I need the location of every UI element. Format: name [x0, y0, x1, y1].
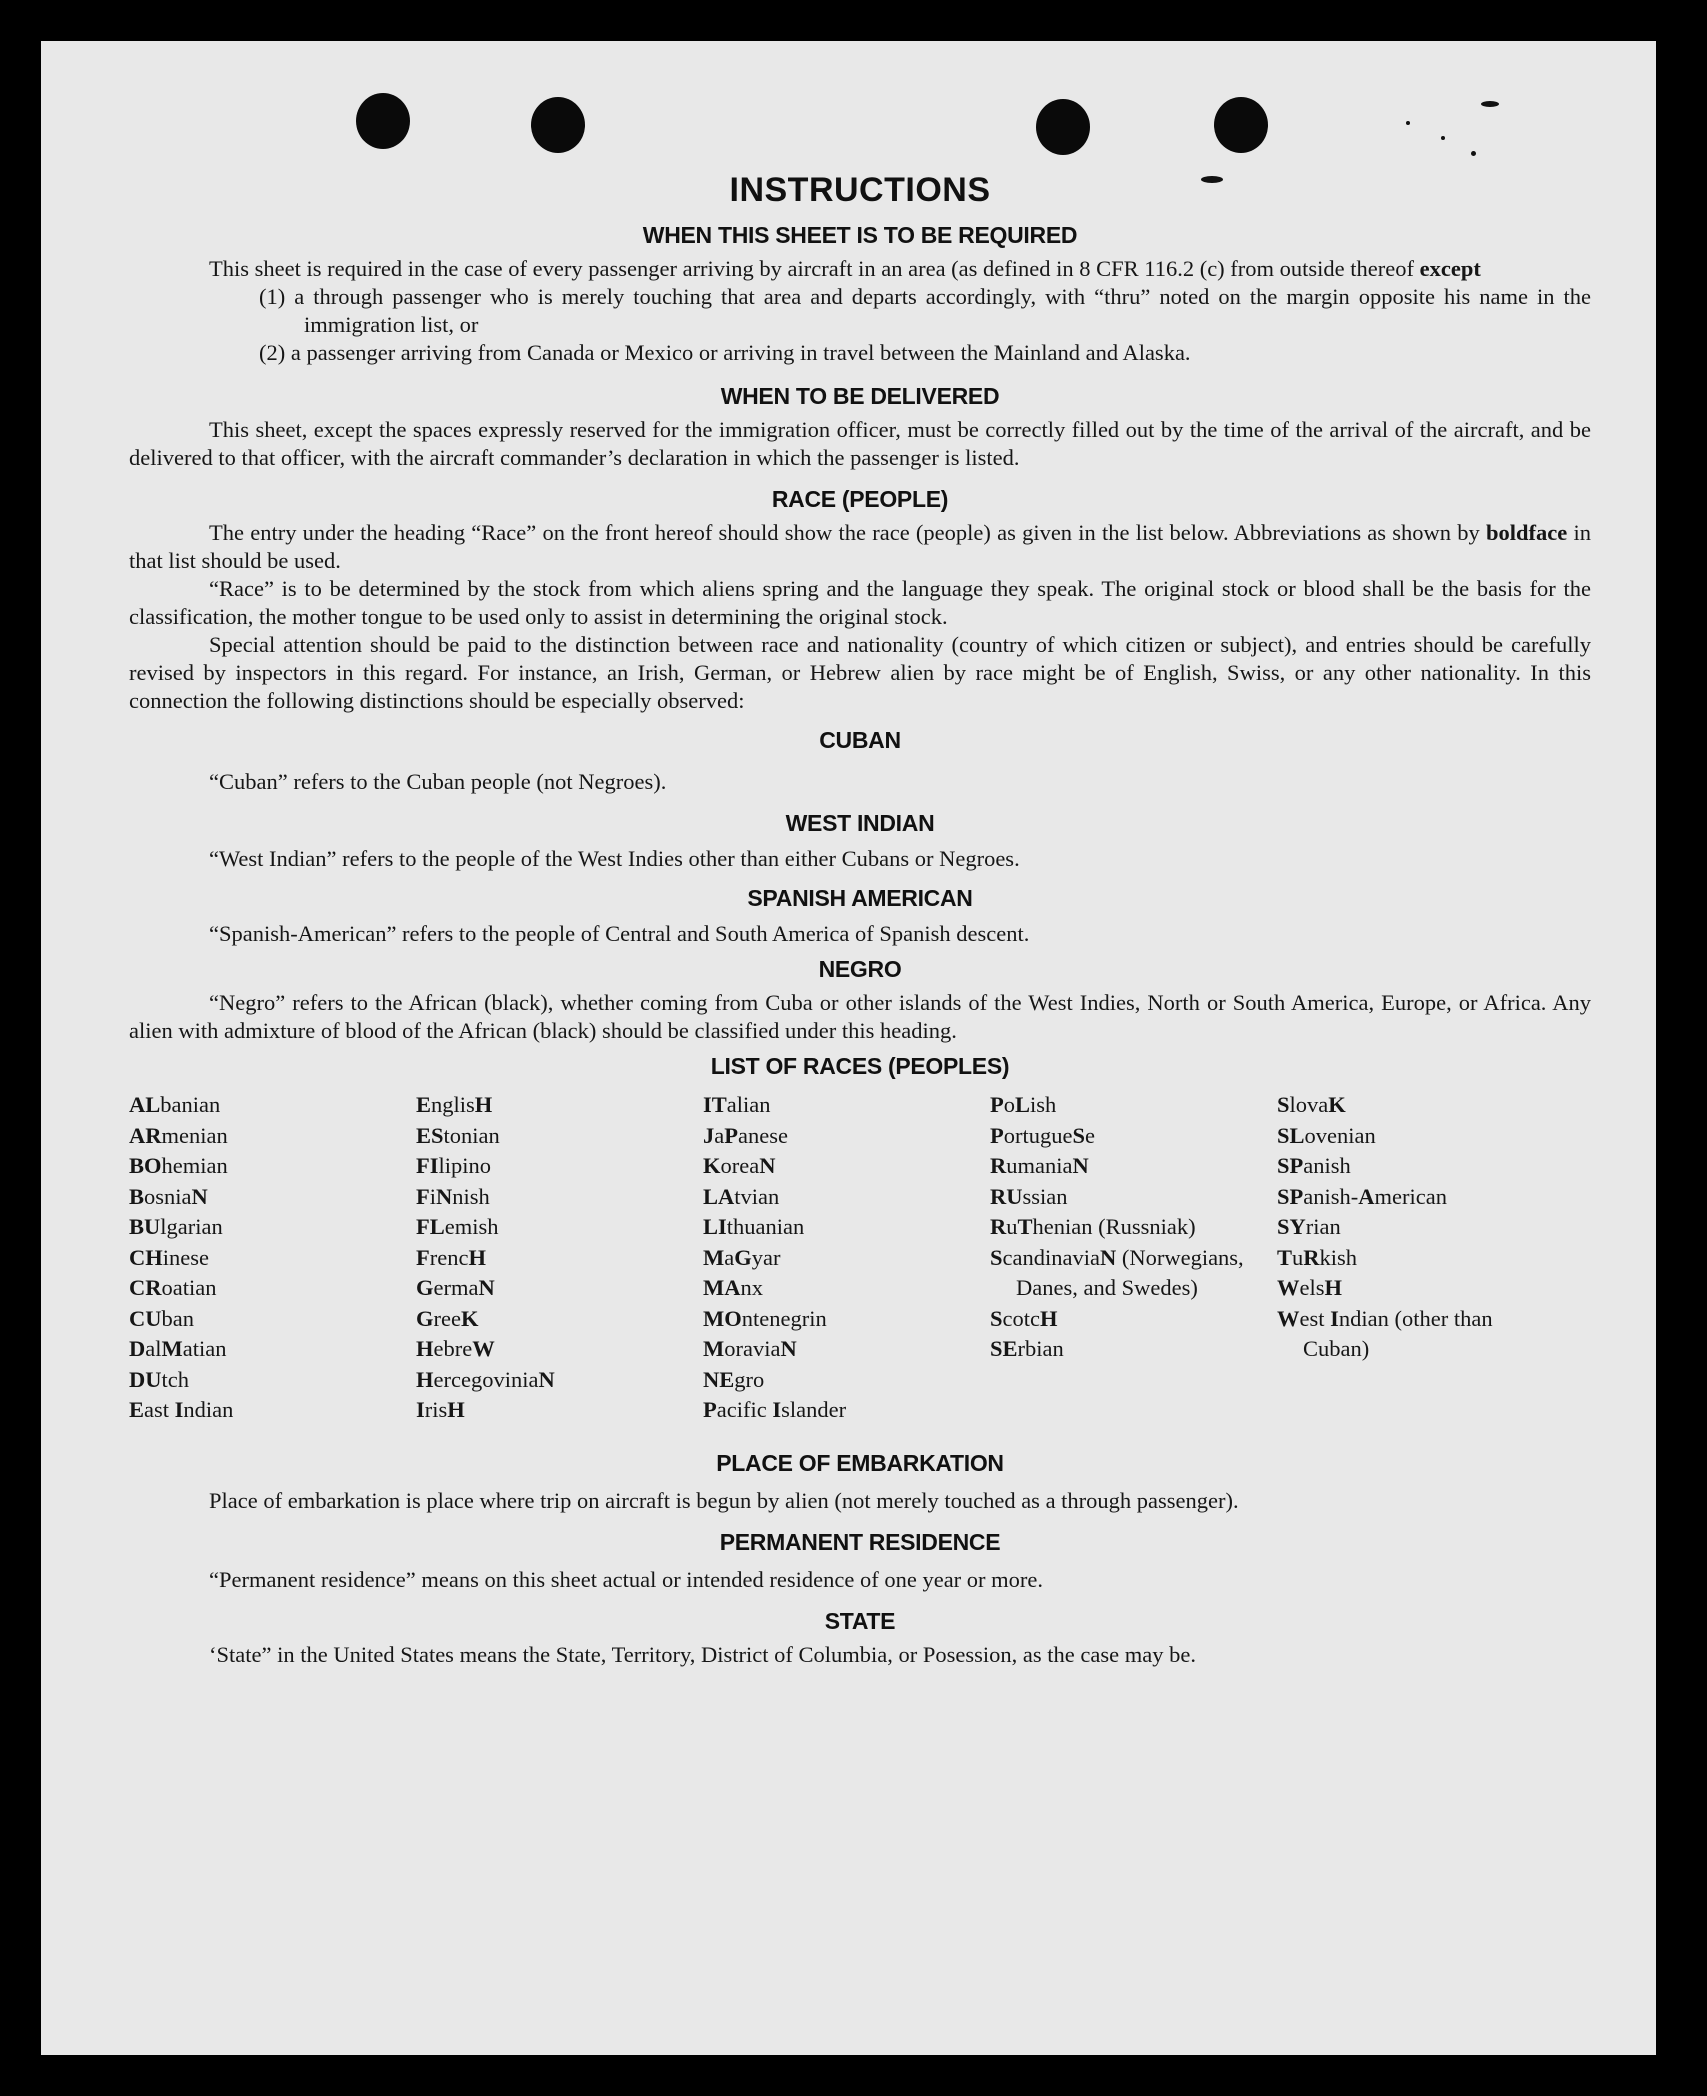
- race-entry: MaGyar: [703, 1244, 781, 1270]
- paragraph: “Spanish-American” refers to the people of Central and South America of Spanish descent.: [209, 921, 1030, 946]
- section-heading-negro: NEGRO: [818, 956, 902, 982]
- section-heading-race: RACE (PEOPLE): [771, 486, 949, 512]
- race-entry: BosniaN: [129, 1183, 208, 1209]
- section-heading-west-indian: WEST INDIAN: [785, 810, 935, 836]
- race-entry: RuThenian (Russniak): [990, 1214, 1196, 1239]
- race-entry: CHinese: [129, 1244, 209, 1270]
- paragraph: Special attention should be paid to the distinction between race and nationality (country of which citizen or subject), and entries should be carefully revised by inspectors in this regard. For instance, an Irish, German, or Hebrew alien by race might be of English, Swiss, or any other nationality. In this connection the following distinctions should be especially observed:: [129, 632, 1591, 713]
- paragraph: “West Indian” refers to the people of the West Indies other than either Cubans or Negroes.: [209, 846, 1020, 871]
- section-heading-cuban: CUBAN: [819, 727, 901, 753]
- paragraph: This sheet, except the spaces expressly reserved for the immigration officer, must be correctly filled out by the time of the arrival of the aircraft, and be delivered to that officer, with the aircraft commander’s declaration in which the passenger is listed.: [129, 417, 1591, 470]
- section-heading-embarkation: PLACE OF EMBARKATION: [716, 1449, 1004, 1476]
- instructions-content: [129, 171, 1591, 1669]
- ink-speck: [1471, 151, 1476, 156]
- races-column: [416, 1090, 703, 1426]
- section-heading-when-required: WHEN THIS SHEET IS TO BE REQUIRED: [642, 222, 1078, 248]
- paragraph: “Negro” refers to the African (black), whether coming from Cuba or other islands of the West Indies, North or South America, Europe, or Africa. Any alien with admixture of blood of the African (black) should be classified under this heading.: [129, 990, 1591, 1043]
- race-entry: SPanish-American: [1277, 1183, 1447, 1209]
- paragraph: ‘State” in the United States means the State, Territory, District of Columbia, or Posession, as the case may be.: [209, 1641, 1196, 1667]
- race-entry: ALbanian: [129, 1092, 221, 1117]
- races-column: [129, 1090, 416, 1426]
- race-entry: KoreaN: [703, 1153, 776, 1178]
- race-entry: HercegoviniaN: [416, 1366, 555, 1392]
- race-entry: WelsH: [1277, 1275, 1343, 1300]
- race-entry: TuRkish: [1277, 1244, 1358, 1270]
- race-entry: SPanish: [1277, 1153, 1351, 1178]
- race-entry: PortugueSe: [990, 1122, 1095, 1148]
- race-entry: PoLish: [990, 1092, 1057, 1117]
- race-entry: DalMatian: [129, 1336, 227, 1361]
- race-entry: SErbian: [990, 1336, 1064, 1361]
- race-entry: GermaN: [416, 1275, 495, 1300]
- race-entry: FIlipino: [416, 1153, 492, 1178]
- section-heading-residence: PERMANENT RESIDENCE: [719, 1528, 1001, 1555]
- race-entry: EStonian: [416, 1122, 500, 1148]
- race-entry: East Indian: [129, 1397, 234, 1422]
- punch-hole: [531, 97, 585, 153]
- page-title: INSTRUCTIONS: [729, 171, 991, 209]
- list-item: (2) a passenger arriving from Canada or Mexico or arriving in travel between the Mainland and Alaska.: [259, 340, 1191, 365]
- race-entry: MOntenegrin: [703, 1305, 827, 1331]
- race-entry: BOhemian: [129, 1153, 228, 1178]
- race-entry: HebreW: [416, 1336, 495, 1361]
- list-item: (1) a through passenger who is merely touching that area and departs accordingly, with “thru” noted on the margin opposite his name in the immigration list, or: [259, 284, 1591, 337]
- ink-speck: [1406, 121, 1410, 125]
- race-entry: SlovaK: [1277, 1092, 1346, 1117]
- document-page: [41, 41, 1656, 2055]
- race-entry: ScotcH: [990, 1305, 1058, 1331]
- race-entry: DUtch: [129, 1366, 189, 1392]
- race-entry: NEgro: [703, 1366, 765, 1392]
- paragraph: The entry under the heading “Race” on the front hereof should show the race (people) as given in the list below. Abbreviations as shown by boldface in that list should be used.: [129, 520, 1591, 573]
- race-entry: RUssian: [990, 1183, 1068, 1209]
- punch-hole: [1214, 97, 1268, 153]
- race-entry: RumaniaN: [990, 1153, 1089, 1178]
- race-entry: LAtvian: [703, 1183, 780, 1209]
- paragraph: “Permanent residence” means on this sheet actual or intended residence of one year or more.: [209, 1566, 1044, 1592]
- race-entry: JaPanese: [703, 1122, 788, 1148]
- race-entry: CUban: [129, 1305, 194, 1331]
- race-entry: SYrian: [1277, 1214, 1341, 1239]
- races-column: [990, 1090, 1277, 1426]
- section-heading-state: STATE: [824, 1607, 896, 1634]
- race-entry: FiNnish: [416, 1183, 490, 1209]
- section-heading-when-delivered: WHEN TO BE DELIVERED: [720, 383, 1000, 409]
- paragraph: Place of embarkation is place where trip on aircraft is begun by alien (not merely touched as a through passenger).: [209, 1487, 1239, 1513]
- ink-speck: [1441, 136, 1445, 140]
- race-entry: MoraviaN: [703, 1336, 797, 1361]
- races-column: [1277, 1090, 1564, 1426]
- paragraph: “Race” is to be determined by the stock from which aliens spring and the language they speak. The original stock or blood shall be the basis for the classification, the mother tongue to be used only to assist in determining the original stock.: [129, 576, 1591, 629]
- punch-hole: [356, 93, 410, 149]
- punch-hole: [1036, 99, 1090, 155]
- race-entry: SLovenian: [1277, 1122, 1376, 1148]
- race-entry: MAnx: [703, 1275, 763, 1300]
- race-entry: Pacific Islander: [703, 1397, 847, 1422]
- ink-speck: [1481, 101, 1499, 107]
- race-entry: FLemish: [416, 1214, 499, 1239]
- race-entry: West Indian (other than Cuban): [1277, 1305, 1493, 1361]
- races-list: [129, 1090, 1591, 1426]
- paragraph: “Cuban” refers to the Cuban people (not Negroes).: [209, 769, 667, 794]
- race-entry: ScandinaviaN (Norwegians, Danes, and Swedes): [990, 1244, 1244, 1300]
- race-entry: CRoatian: [129, 1275, 217, 1300]
- race-entry: IrisH: [416, 1397, 465, 1422]
- races-column: [703, 1090, 990, 1426]
- section-heading-spanish-american: SPANISH AMERICAN: [747, 885, 973, 911]
- paragraph: This sheet is required in the case of every passenger arriving by aircraft in an area (as defined in 8 CFR 116.2 (c) from outside thereof except: [209, 256, 1481, 281]
- section-heading-races-list: LIST OF RACES (PEOPLES): [710, 1053, 1010, 1079]
- race-entry: ARmenian: [129, 1122, 228, 1148]
- race-entry: LIthuanian: [703, 1214, 805, 1239]
- race-entry: FrencH: [416, 1244, 486, 1270]
- race-entry: ITalian: [703, 1092, 771, 1117]
- race-entry: GreeK: [416, 1305, 479, 1331]
- race-entry: EnglisH: [416, 1092, 493, 1117]
- race-entry: BUlgarian: [129, 1214, 223, 1239]
